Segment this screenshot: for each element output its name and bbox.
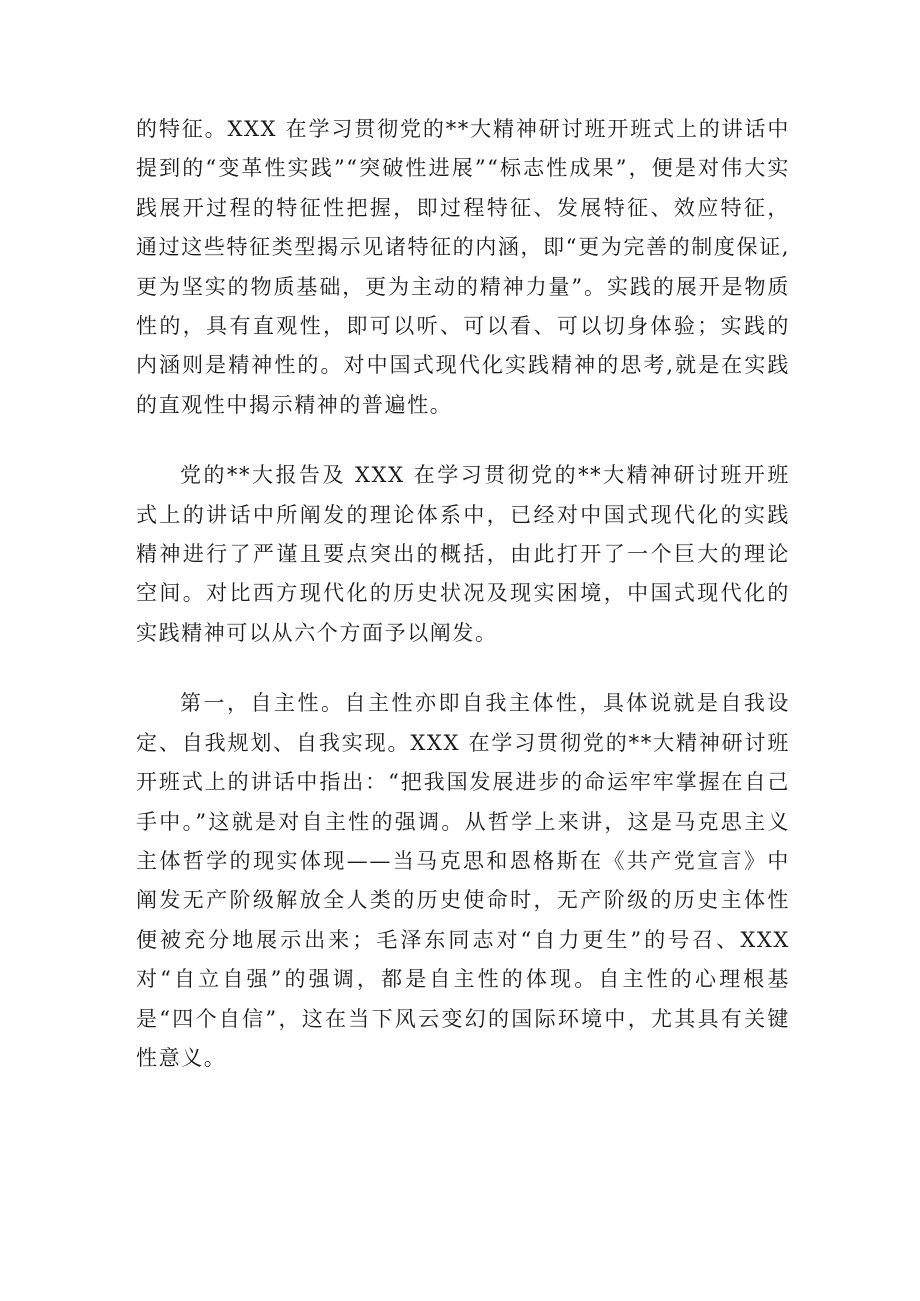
paragraph-continuation: 的特征。XXX 在学习贯彻党的**大精神研讨班开班式上的讲话中提到的“变革性实践”“突破性进展”“标志性成果”，便是对伟大实践展开过程的特征性把握，即过程特征、发展特征、效应特征，通过这些特征类型揭示见诸特征的内涵，即“更为完善的制度保证,更为坚实的物质基础，更为主动的精神力量”。实践的展开是物质性的，具有直观性，即可以听、可以看、可以切身体验；实践的内涵则是精神性的。对中国式现代化实践精神的思考,就是在实践的直观性中揭示精神的普遍性。 bbox=[136, 117, 790, 417]
paragraph-practical-spirit-overview: 党的**大报告及 XXX 在学习贯彻党的**大精神研讨班开班式上的讲话中所阐发的理论体系中，已经对中国式现代化的实践精神进行了严谨且要点突出的概括，由此打开了一个巨大的理论空间。对比西方现代化的历史状况及现实困境，中国式现代化的实践精神可以从六个方面予以阐发。 bbox=[136, 463, 790, 645]
paragraph-autonomy: 第一，自主性。自主性亦即自我主体性，具体说就是自我设定、自我规划、自我实现。XXX 在学习贯彻党的**大精神研讨班开班式上的讲话中指出：“把我国发展进步的命运牢牢掌握在自己手中。”这就是对自主性的强调。从哲学上来讲，这是马克思主义主体哲学的现实体现——当马克思和恩格斯在《共产党宣言》中阐发无产阶级解放全人类的历史使命时，无产阶级的历史主体性便被充分地展示出来；毛泽东同志对“自力更生”的号召、XXX 对“自立自强”的强调，都是自主性的体现。自主性的心理根基是“四个自信”，这在当下风云变幻的国际环境中，尤其具有关键性意义。 bbox=[136, 691, 790, 1070]
